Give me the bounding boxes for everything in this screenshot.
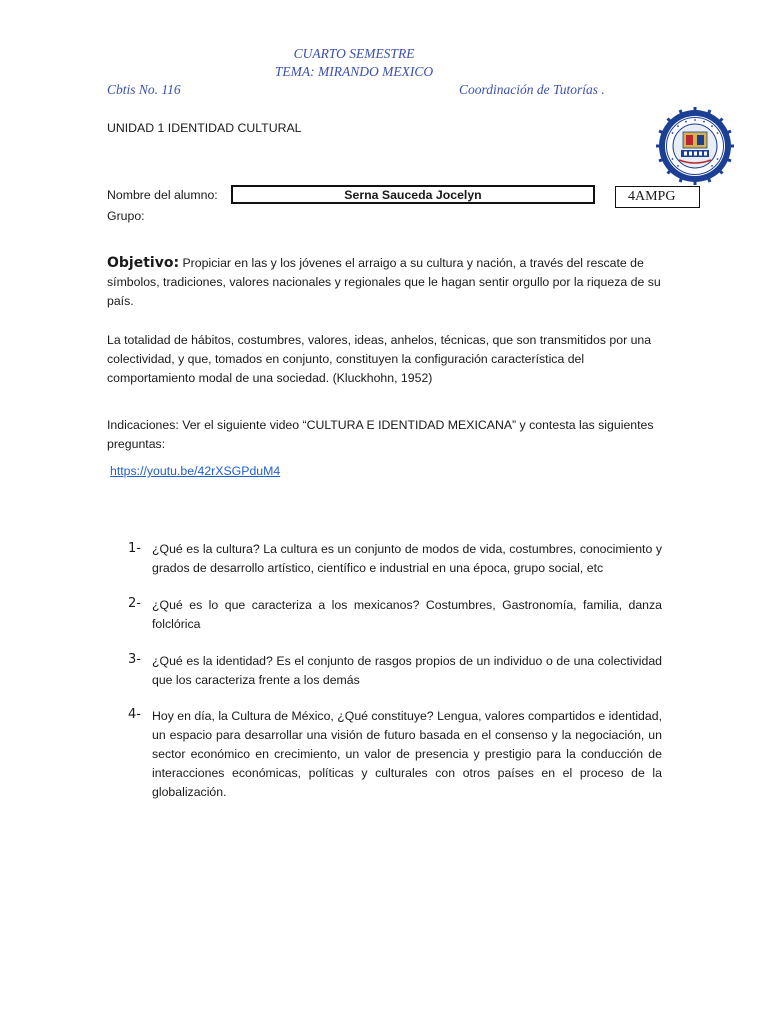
student-name-label: Nombre del alumno: (107, 188, 218, 202)
objective-label: Objetivo: (107, 255, 180, 271)
question-2-number: 2- (128, 596, 141, 611)
objective-paragraph (107, 254, 667, 311)
definition-paragraph: La totalidad de hábitos, costumbres, valores, ideas, anhelos, técnicas, que son transmitidos por una colectividad, y que, tomados en conjunto, constituyen la configuración característica del comportamiento modal de una sociedad. (Kluckhohn, 1952) (107, 333, 652, 385)
question-3-text: ¿Qué es la identidad? Es el conjunto de rasgos propios de un individuo o de una colectividad que los caracteriza frente a los demás (152, 654, 662, 687)
student-name-field[interactable]: Serna Sauceda Jocelyn (231, 185, 595, 204)
video-link[interactable]: https://youtu.be/42rXSGPduM4 (110, 464, 281, 478)
school-seal-logo (645, 106, 745, 186)
question-4-text: Hoy en día, la Cultura de México, ¿Qué constituye? Lengua, valores compartidos e identidad, un espacio para desarrollar una visión de futuro basada en el consenso y la negociación, un sector económico en crecimiento, un valor de presencia y prestigio para la conducción de interacciones económicas, políticas y culturales con otros países en el proceso de la globalización. (152, 709, 662, 799)
question-2-text: ¿Qué es lo que caracteriza a los mexicanos? Costumbres, Gastronomía, familia, danza folclórica (152, 598, 662, 631)
question-3-number: 3- (128, 652, 141, 667)
question-1-text: ¿Qué es la cultura? La cultura es un conjunto de modos de vida, costumbres, conocimiento y grados de desarrollo artístico, científico e industrial en una época, grupo social, etc (152, 542, 662, 575)
question-1-number: 1- (128, 541, 141, 556)
student-group-label: Grupo: (107, 209, 145, 223)
header-semester: CUARTO SEMESTRE (293, 46, 415, 61)
objective-text: Propiciar en las y los jóvenes el arraigo a su cultura y nación, a través del rescate de símbolos, tradiciones, valores nacionales y regionales que le hagan sentir orgullo por la riqueza de su país. (107, 256, 661, 308)
header-coordination: Coordinación de Tutorías . (459, 82, 605, 97)
question-4-number: 4- (128, 707, 141, 722)
student-group-field[interactable]: 4AMPG (615, 186, 700, 208)
instructions-paragraph: Indicaciones: Ver el siguiente video “CULTURA E IDENTIDAD MEXICANA” y contesta las siguientes preguntas: (107, 418, 654, 451)
header-school: Cbtis No. 116 (107, 82, 181, 97)
unit-title: UNIDAD 1 IDENTIDAD CULTURAL (107, 121, 302, 135)
header-topic: TEMA: MIRANDO MEXICO (274, 64, 434, 79)
